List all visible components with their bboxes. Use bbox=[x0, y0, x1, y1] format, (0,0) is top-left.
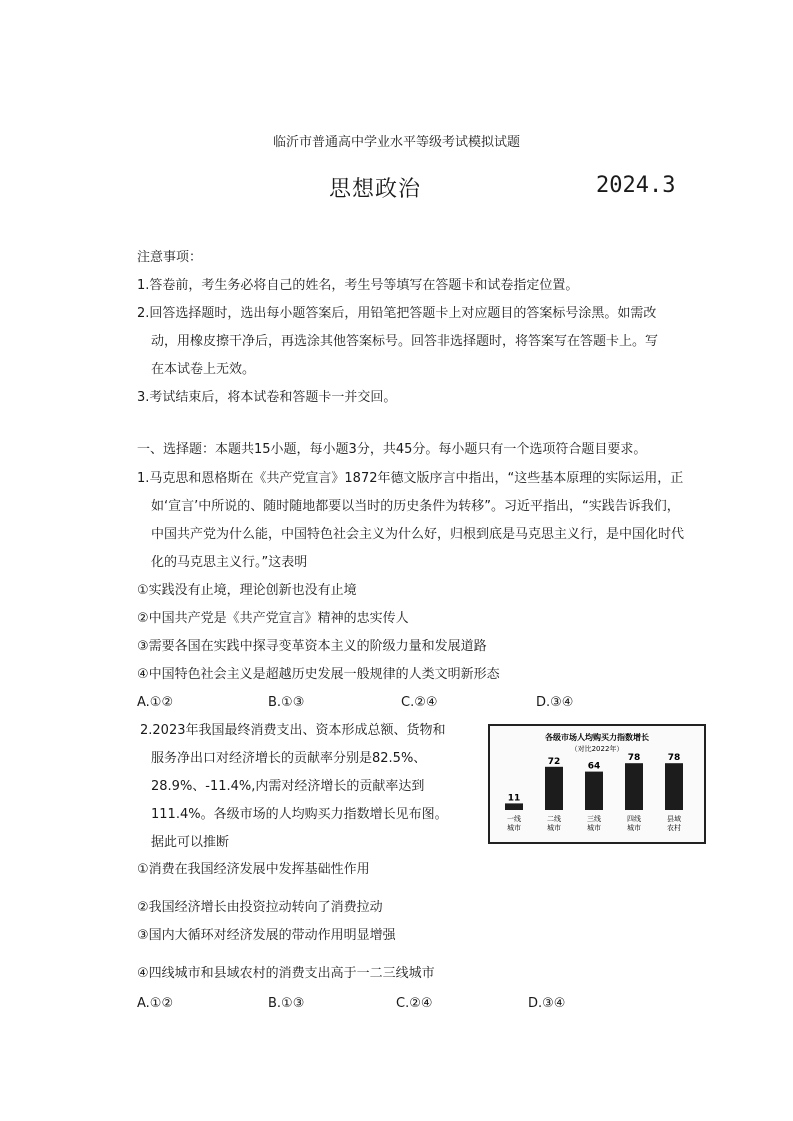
notes-title: 注意事项： bbox=[137, 250, 203, 265]
category-label: 四线 bbox=[627, 815, 641, 823]
bar-3 bbox=[585, 772, 603, 810]
q1-stem-line-4: 化的马克思主义行。”这表明 bbox=[151, 555, 308, 570]
q1-option-b: B.①③ bbox=[268, 695, 305, 710]
q2-stem-line-3: 28.9%、-11.4%,内需对经济增长的贡献率达到 bbox=[151, 779, 425, 794]
bar-1 bbox=[505, 803, 523, 810]
exam-date: 2024.3 bbox=[596, 173, 676, 198]
bar-5 bbox=[665, 763, 683, 810]
q2-statement-3: ③国内大循环对经济发展的带动作用明显增强 bbox=[137, 928, 396, 943]
category-label: 二线 bbox=[547, 815, 561, 823]
exam-title: 临沂市普通高中学业水平等级考试模拟试题 bbox=[272, 135, 520, 150]
q2-statement-1: ①消费在我国经济发展中发挥基础性作用 bbox=[137, 862, 370, 877]
bar-value-label: 64 bbox=[587, 761, 601, 772]
q2-statement-4: ④四线城市和县域农村的消费支出高于一二三线城市 bbox=[137, 966, 435, 981]
q2-option-d: D.③④ bbox=[528, 996, 566, 1011]
note-item-1: 1.答卷前，考生务必将自己的姓名，考生号等填写在答题卡和试卷指定位置。 bbox=[137, 278, 579, 293]
note-item-2-line-2: 动，用橡皮擦干净后，再选涂其他答案标号。回答非选择题时，将答案写在答题卡上。写 bbox=[151, 334, 659, 349]
bar-value-label: 11 bbox=[507, 793, 521, 804]
q1-option-a: A.①② bbox=[137, 695, 174, 710]
bar-value-label: 78 bbox=[627, 753, 641, 764]
category-label: 县域 bbox=[667, 815, 681, 823]
category-label: 城市 bbox=[547, 824, 561, 832]
category-label: 一线 bbox=[507, 815, 521, 823]
q2-option-b: B.①③ bbox=[268, 996, 305, 1011]
purchasing-power-chart bbox=[488, 724, 706, 844]
bars-group bbox=[505, 753, 683, 832]
q1-option-c: C.②④ bbox=[401, 695, 438, 710]
note-item-2: 2.回答选择题时，选出每小题答案后，用铅笔把答题卡上对应题目的答案标号涂黑。如需改 bbox=[137, 306, 657, 321]
note-item-3: 3.考试结束后，将本试卷和答题卡一并交回。 bbox=[137, 390, 397, 405]
q2-stem-line-2: 服务净出口对经济增长的贡献率分别是82.5%、 bbox=[151, 751, 427, 766]
bar-value-label: 72 bbox=[547, 756, 561, 767]
subject-title: 思想政治 bbox=[329, 177, 422, 202]
q1-stem-line-1: 1.马克思和恩格斯在《共产党宣言》1872年德文版序言中指出，“这些基本原理的实际运用，正 bbox=[137, 471, 684, 486]
q2-statement-2: ②我国经济增长由投资拉动转向了消费拉动 bbox=[137, 900, 383, 915]
bar-value-label: 78 bbox=[667, 753, 681, 764]
category-label: 三线 bbox=[587, 815, 601, 823]
q1-option-d: D.③④ bbox=[536, 695, 574, 710]
category-label: 城市 bbox=[587, 824, 601, 832]
q2-option-a: A.①② bbox=[137, 996, 174, 1011]
category-label: 农村 bbox=[667, 824, 681, 832]
q1-statement-4: ④中国特色社会主义是超越历史发展一般规律的人类文明新形态 bbox=[137, 667, 500, 682]
q2-stem-line-4: 111.4%。各级市场的人均购买力指数增长见布图。 bbox=[151, 807, 448, 822]
q2-option-c: C.②④ bbox=[396, 996, 433, 1011]
chart-subtitle: （对比2022年） bbox=[570, 745, 624, 753]
section-heading: 一、选择题：本题共15小题，每小题3分，共45分。每小题只有一个选项符合题目要求。 bbox=[137, 442, 647, 457]
chart-title: 各级市场人均购买力指数增长 bbox=[545, 733, 649, 742]
q2-stem-line-5: 据此可以推断 bbox=[151, 835, 230, 850]
bar-4 bbox=[625, 763, 643, 810]
note-item-2-line-3: 在本试卷上无效。 bbox=[151, 362, 256, 377]
bar-2 bbox=[545, 767, 563, 810]
q2-stem-line-1: 2.2023年我国最终消费支出、资本形成总额、货物和 bbox=[140, 723, 446, 738]
q1-statement-1: ①实践没有止境，理论创新也没有止境 bbox=[137, 583, 357, 598]
q1-statement-3: ③需要各国在实践中探寻变革资本主义的阶级力量和发展道路 bbox=[137, 639, 487, 654]
category-label: 城市 bbox=[507, 824, 521, 832]
bar-chart-svg bbox=[490, 726, 704, 842]
category-label: 城市 bbox=[627, 824, 641, 832]
q1-statement-2: ②中国共产党是《共产党宣言》精神的忠实传人 bbox=[137, 611, 409, 626]
q1-stem-line-2: 如‘宣言’中所说的、随时随地都要以当时的历史条件为转移”。习近平指出，“实践告诉我们， bbox=[151, 499, 680, 514]
q1-stem-line-3: 中国共产党为什么能，中国特色社会主义为什么好，归根到底是马克思主义行，是中国化时代 bbox=[151, 527, 685, 542]
